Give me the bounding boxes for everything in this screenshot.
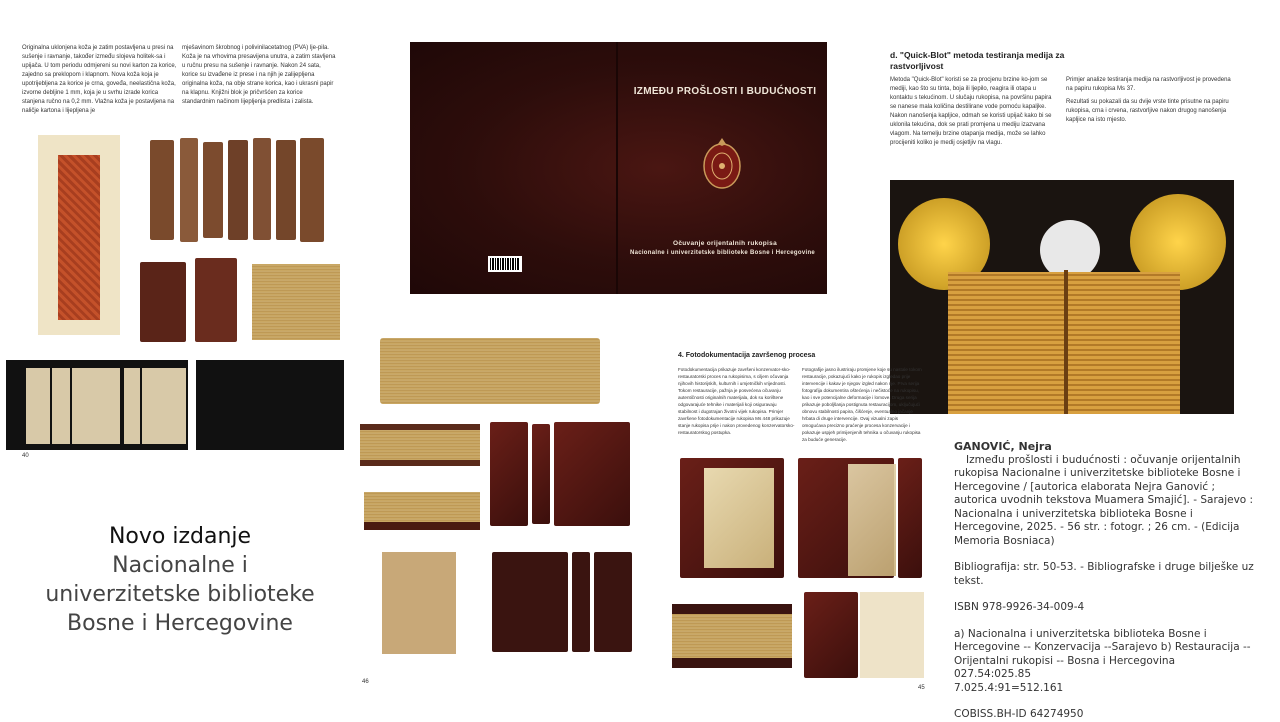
photo-documentation-text-col1: Fotodokumentacija prikazuje završeni konzervator-sko-restauratorski proces na rukopisima, s ciljem očuvanja njihovih historijskih, kulturnih i umjetničkih vrijednosti. Tokom restauracije, pažnja je posvećena očuvanju autentičnosti originalnih materijala, dok su korištene odgovarajuće tehnike i materijali koji osiguravaju stabilnost i dugotrajan životni vijek rukopisa. Primjer završene fotodokumentacije rukopisa Ms 448 prikazuje stanje rukopisa prije i nakon provedenog konzervatorsko-restauratorskog postupka. <box>678 367 795 435</box>
leather-cover-pieces-image <box>490 422 630 528</box>
record-udc-1: 027.54:025.85 <box>954 668 1032 680</box>
page-number-45: 45 <box>918 685 925 691</box>
book-cover-subtitle-2: Nacionalne i univerzitetske biblioteke Bosne i Hercegovine <box>629 250 816 256</box>
manuscript-open-pages-image <box>804 592 924 678</box>
new-edition-caption <box>30 522 330 638</box>
manuscript-before-image <box>680 458 784 578</box>
barcode-icon <box>488 256 522 272</box>
quick-blot-text-col1: Metoda "Quick-Blot" koristi se za procjenu brzine ko-jom se mediji, kao što su tinta, boja ili ljepilo, reagira ili otapa u kontaktu s tekućinom. U slučaju rukopisa, na površinu papira se nanese mala količina destilirane vode pomoću kapaljke. Nakon nanošenja kapljice, odmah se koristi upijač kako bi se uklonila tekućina, dok se prati promjena u mediju izazvana vlagom. Na temelju brzine otapanja medija, može se lahko procijeniti koliko je medij osjetljiv na vlagu. <box>890 77 1052 146</box>
caption-line-4: Bosne i Hercegovine <box>67 611 293 636</box>
record-isbn: ISBN 978-9926-34-009-4 <box>954 601 1085 613</box>
caption-line-3: univerzitetske biblioteke <box>45 582 315 607</box>
quick-blot-test-photo <box>890 180 1234 414</box>
quick-blot-text-col2a: Primjer analize testiranja medija na rastvorljivost je provedena na papiru rukopisa Ms 37. <box>1066 77 1231 92</box>
record-author: GANOVIĆ, Nejra <box>954 440 1052 453</box>
left-page-text-col1: Originalna uklonjena koža je zatim postavljena u presi na sušenje i ravnanje, također između slojeva holitek-sa i upijača. U tom periodu odmjereni su novi karton za korice, zajedno sa preklopom i klapnom. Nova koža koja je upotrijebljena za korice je crna, goveđa, neelastična koža, izvorne debljine 1 mm, koja je u svrhu izrade korica stanjena ručno na 0,2 mm. Vlažna koža je postavljena na naličje kartona i lijepljena je <box>22 45 177 114</box>
manuscript-stack-image-1 <box>360 424 480 474</box>
record-description: Između prošlosti i budućnosti : očuvanje orijentalnih rukopisa Nacionalne i univerzitetske biblioteke Bosne i Hercegovine / [autorica elaborata Nejra Ganović ; autorica uvodnih tekstova Muamera Smajić]. - Sarajevo : Nacionalna i univerzitetska biblioteka Bosne i Hercegovine, 2025. - 56 str. : fotogr. ; 26 cm. - (Edicija Memoria Bosniaca) <box>954 453 1254 547</box>
photo-documentation-text-col2: Fotografije jasno ilustriraju promjene koje su nastale tokom restauracije, pokazujući kako je rukopis izgledao prije intervencije i kakav je njegov izgled nakon nje. Prva serija fotografija dokumentira oštećenja i nečistoće na rukopisu, kao i sve potencijalne deformacije i lomove. Druga serija prikazuje poboljšanja postignuta restauracijom, uključujući obnovu stabilnosti papira, čišćenje, eventualno jačanje hrbata di druge intervencije. Ovaj vizualni zapis omogućava precizno praćenje procesa konzervacije i pokazuje uspjeh primijenjenih tehnika u očuvanju rukopisa za buduće generacije. <box>802 367 922 442</box>
record-subjects: a) Nacionalna i univerzitetska biblioteka Bosne i Hercegovine -- Konzervacija --Sarajevo b) Restauracija -- Orijentalni rukopisi -- Bosna i Hercegovina <box>954 627 1251 667</box>
left-page-text-col2: mješavinom škrobnog i polivinilacetatnog (PVA) lje-pila. Koža je na vrhovima presavijena unutra, a zatim stavljena u ručnu presu na sušenje i ravnanje. Nakon 24 sata, korice su izvađene iz prese i na njih je zalijepljena originalna koža, na obje strane korica, kao i ukrasni papir na klapnu. Knjižni blok je pričvršćen za korice standardnim načinom lijepljenja predlista i zalista. <box>182 45 336 105</box>
bibliographic-record <box>954 440 1254 722</box>
book-cover-image <box>410 42 827 294</box>
caption-line-1: Novo izdanje <box>108 524 252 549</box>
record-udc-2: 7.025.4:91=512.161 <box>954 681 1064 694</box>
restored-leather-sheet-image <box>38 135 120 335</box>
quick-blot-heading: d. "Quick-Blot" metoda testiranja medija za rastvorljivost <box>890 50 1065 71</box>
caption-line-2: Nacionalne i <box>112 553 248 578</box>
protective-envelope-image <box>382 552 456 654</box>
new-leather-cover-inside-image <box>6 360 188 450</box>
manuscript-spine-image <box>672 604 792 668</box>
photo-documentation-heading: 4. Fotodokumentacija završenog procesa <box>678 352 816 359</box>
manuscript-block-image <box>380 338 600 404</box>
record-cobiss-id: COBISS.BH-ID 64274950 <box>954 708 1084 720</box>
book-cover-subtitle-1: Očuvanje orijentalnih rukopisa <box>673 240 777 247</box>
record-notes: Bibliografija: str. 50-53. - Bibliografske i druge bilješke uz tekst. <box>954 561 1254 587</box>
manuscript-after-image <box>798 458 922 578</box>
quick-blot-text-col2b: Rezultati su pokazali da su dvije vrste tinte prisutne na papiru rukopisa, crna i crvena, rastvorljive nakon drugog nanošenja kapljice na isto mjesto. <box>1066 99 1229 123</box>
page-number-40: 40 <box>22 453 29 459</box>
page-number-46: 46 <box>362 679 369 685</box>
manuscript-stack-image-2 <box>364 486 480 530</box>
restored-cover-set-image <box>492 552 632 654</box>
book-cover-title: IZMEĐU PROŠLOSTI I BUDUĆNOSTI <box>633 86 817 97</box>
ornament-medallion-icon <box>700 132 744 192</box>
damaged-covers-image <box>140 258 340 344</box>
leather-strips-image <box>150 138 340 242</box>
new-leather-cover-outside-image <box>196 360 344 450</box>
